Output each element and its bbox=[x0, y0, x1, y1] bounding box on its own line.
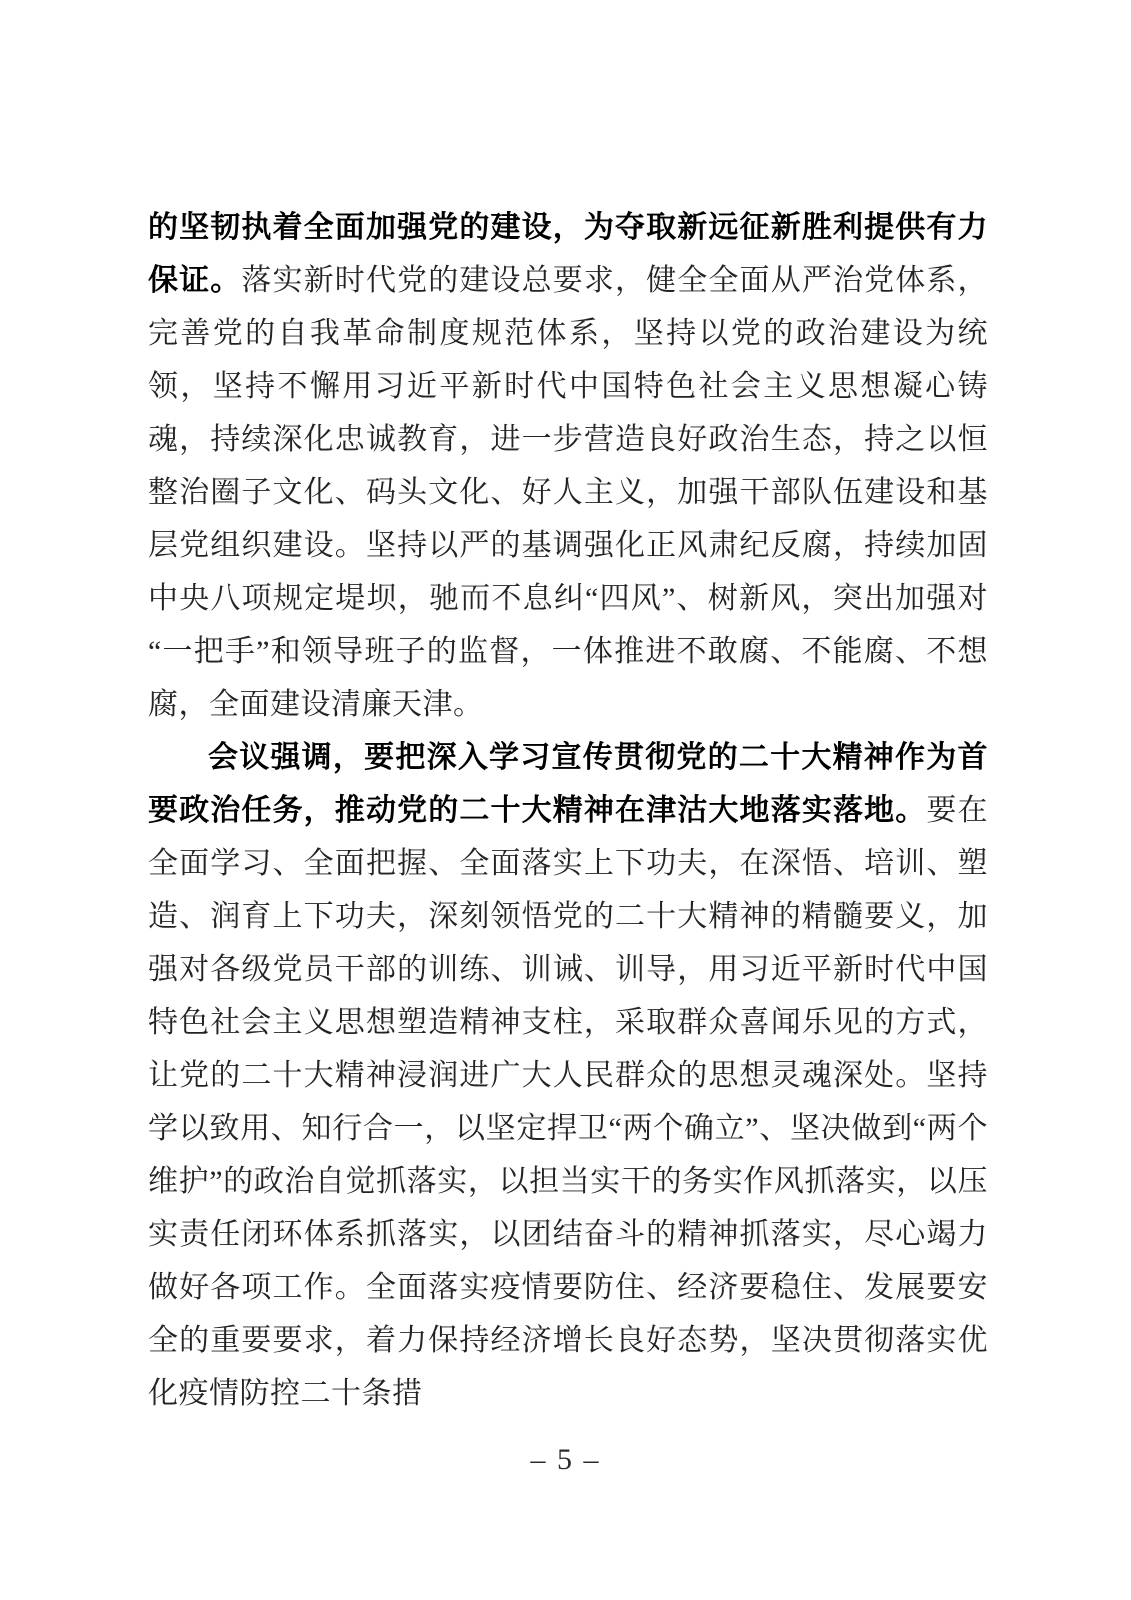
paragraph-2-bold-lead: 会议强调，要把深入学习宣传贯彻党的二十大精神作为首要政治任务，推动党的二十大精神在津沽大地落实落地。 bbox=[148, 741, 988, 827]
paragraph-1-bold-lead: 的坚韧执着全面加强党的建设，为夺取新远征新胜利提供有力保证。 bbox=[148, 211, 988, 297]
paragraph-2 bbox=[148, 731, 988, 1420]
document-body bbox=[148, 201, 988, 1420]
paragraph-2-body-text: 要在全面学习、全面把握、全面落实上下功夫，在深悟、培训、塑造、润育上下功夫，深刻领悟党的二十大精神的精髓要义，加强对各级党员干部的训练、训诫、训导，用习近平新时代中国特色社会主义思想塑造精神支柱，采取群众喜闻乐见的方式，让党的二十大精神浸润进广大人民群众的思想灵魂深处。坚持学以致用、知行合一，以坚定捍卫“两个确立”、坚决做到“两个维护”的政治自觉抓落实，以担当实干的务实作风抓落实，以压实责任闭环体系抓落实，以团结奋斗的精神抓落实，尽心竭力做好各项工作。全面落实疫情要防住、经济要稳住、发展要安全的重要要求，着力保持经济增长良好态势，坚决贯彻落实优化疫情防控二十条措 bbox=[148, 794, 989, 1410]
paragraph-1-body-text: 落实新时代党的建设总要求，健全全面从严治党体系，完善党的自我革命制度规范体系，坚持以党的政治建设为统领，坚持不懈用习近平新时代中国特色社会主义思想凝心铸魂，持续深化忠诚教育，进一步营造良好政治生态，持之以恒整治圈子文化、码头文化、好人主义，加强干部队伍建设和基层党组织建设。坚持以严的基调强化正风肃纪反腐，持续加固中央八项规定堤坝，驰而不息纠“四风”、树新风，突出加强对“一把手”和领导班子的监督，一体推进不敢腐、不能腐、不想腐，全面建设清廉天津。 bbox=[148, 264, 989, 721]
page-number: – 5 – bbox=[530, 1443, 601, 1476]
page-footer bbox=[0, 1440, 1131, 1480]
paragraph-1 bbox=[148, 201, 988, 731]
